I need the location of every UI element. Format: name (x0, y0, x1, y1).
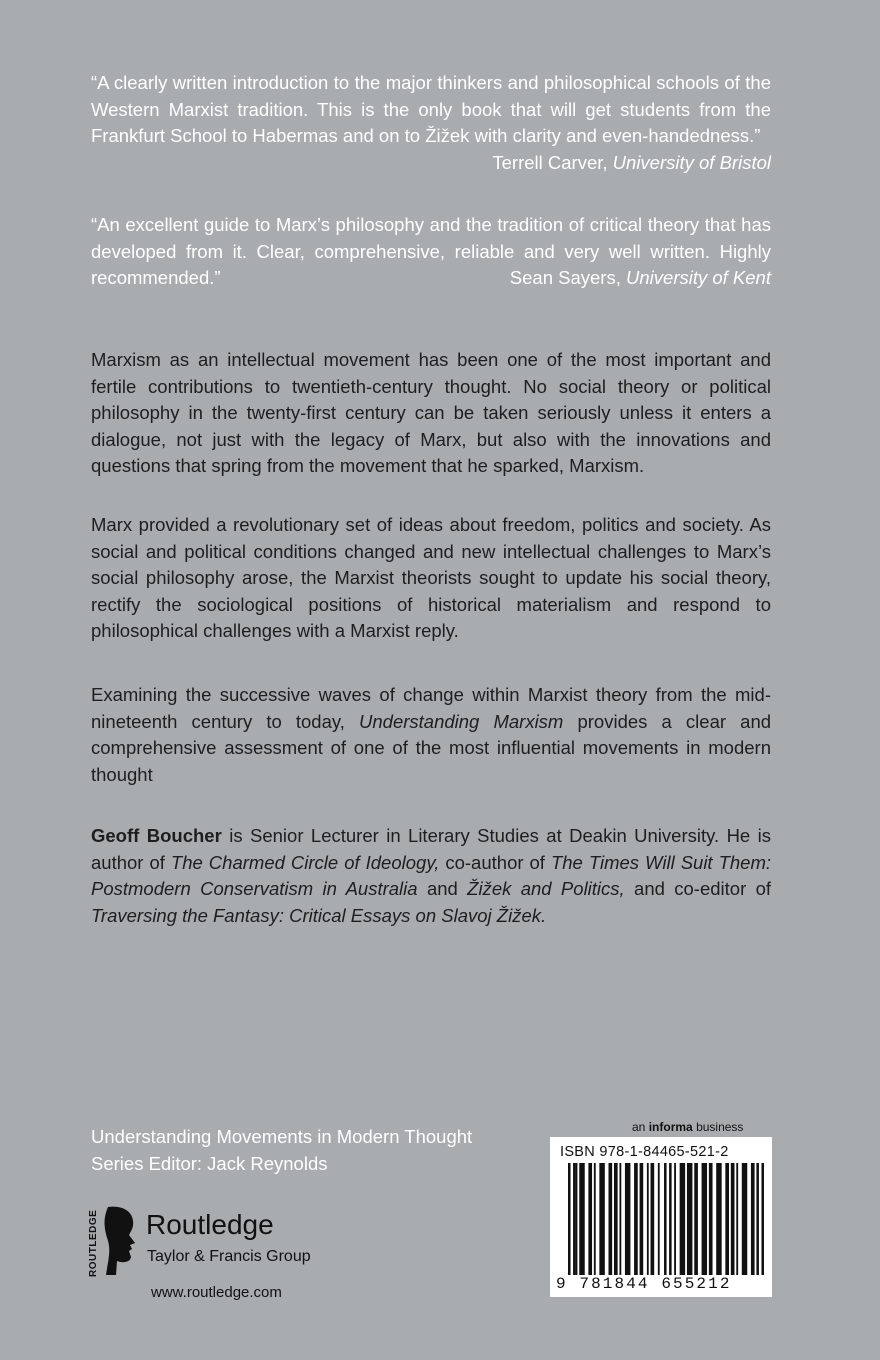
quote-text: “An excellent guide to Marx’s philosophy and the tradition of critical theory that has developed from it. Clear, comprehensive, reliable and very well written. Highly recommended.” (91, 214, 771, 288)
quote-attribution (492, 150, 771, 177)
barcode-bar (702, 1163, 707, 1275)
book-title: The Charmed Circle of Ideology, (170, 851, 440, 873)
barcode-bar (640, 1163, 644, 1275)
barcode-bar (576, 1163, 578, 1275)
quote-author: Sean Sayers, (509, 267, 621, 288)
quote-attribution (510, 265, 771, 292)
barcode-bar (669, 1163, 672, 1275)
book-title: Traversing the Fantasy: Critical Essays on Slavoj Žižek. (91, 904, 547, 926)
quote-affiliation: University of Bristol (612, 152, 771, 173)
book-title: The Times Will Suit Them: Postmodern Conservatism in Australia (91, 851, 772, 899)
paragraph-segment: provides a clear and comprehensive assessment of one of the most influential movements in modern thought (91, 710, 772, 785)
publisher-website: www.routledge.com (151, 1284, 282, 1301)
series-info (91, 1123, 472, 1177)
author-name: Geoff Boucher (91, 825, 222, 846)
publisher-name: Routledge (146, 1209, 274, 1240)
barcode-bar (599, 1163, 604, 1275)
barcode-bar (619, 1163, 621, 1275)
barcode-bar (579, 1163, 584, 1275)
barcode-bar (674, 1163, 676, 1275)
publisher-group: Taylor & Francis Group (147, 1248, 311, 1265)
paragraph-text: Marx provided a revolutionary set of ideas about freedom, politics and society. As social and political conditions changed and new intellectual challenges to Marx’s social philosophy arose, the Marxist theorists sought to update his social theory, rectify the sociological positions of historical materialism and respond to philosophical challenges with a Marxist reply. (91, 514, 771, 641)
barcode-bar (588, 1163, 592, 1275)
description-paragraph-2 (91, 512, 771, 645)
barcode-bar (761, 1163, 764, 1275)
barcode-bar (751, 1163, 755, 1275)
barcode-bar (568, 1163, 571, 1275)
barcode-bar (736, 1163, 738, 1275)
informa-prefix: an (632, 1120, 646, 1134)
barcode-bar (687, 1163, 692, 1275)
barcode-bar (709, 1163, 713, 1275)
barcode-bar (634, 1163, 638, 1275)
barcode-bar (625, 1163, 630, 1275)
description-paragraph-1 (91, 347, 771, 480)
barcode-bar (731, 1163, 735, 1275)
description-paragraph-3 (91, 682, 771, 788)
barcode-bar (594, 1163, 596, 1275)
barcode-bar (614, 1163, 618, 1275)
endorsement-quote-1 (91, 70, 771, 173)
barcode-bar (608, 1163, 612, 1275)
bio-segment: is Senior Lecturer in Literary Studies at Deakin University. He is author of (91, 825, 772, 873)
bio-segment: co-author of (445, 851, 545, 873)
profile-head-icon (102, 1205, 142, 1277)
book-title: Understanding Marxism (359, 710, 564, 732)
barcode-digits: 9 781844 655212 (556, 1275, 732, 1293)
barcode-bar (651, 1163, 655, 1275)
bio-segment: and co-editor of (634, 878, 772, 899)
barcode-bar (716, 1163, 721, 1275)
quote-author: Terrell Carver, (492, 152, 608, 173)
paragraph-text (91, 682, 771, 788)
endorsement-quote-2 (91, 212, 771, 292)
barcode-bar (647, 1163, 649, 1275)
informa-tagline (632, 1119, 743, 1135)
barcode-bar (664, 1163, 667, 1275)
barcode-bar (680, 1163, 685, 1275)
author-bio (91, 823, 771, 929)
barcode-bar (658, 1163, 660, 1275)
barcode-bars (568, 1163, 764, 1281)
bio-segment: and (426, 878, 458, 899)
isbn-barcode (550, 1137, 772, 1297)
barcode-bar (756, 1163, 759, 1275)
isbn-label: ISBN 978-1-84465-521-2 (560, 1144, 729, 1160)
barcode-bar (694, 1163, 698, 1275)
series-editor: Series Editor: Jack Reynolds (91, 1153, 328, 1174)
series-title: Understanding Movements in Modern Thought (91, 1126, 473, 1147)
paragraph-segment: Examining the successive waves of change within Marxist theory from the mid-nineteenth century to today, (91, 684, 771, 732)
quote-affiliation: University of Kent (626, 267, 771, 288)
author-bio-text (91, 823, 771, 929)
quote-text: “A clearly written introduction to the major thinkers and philosophical schools of the Western Marxist tradition. This is the only book that will get students from the Frankfurt School to Habermas and on to Žižek with clarity and even-handedness.” (91, 72, 771, 146)
barcode-bar (725, 1163, 729, 1275)
paragraph-text: Marxism as an intellectual movement has been one of the most important and fertile contributions to twentieth-century thought. No social theory or political philosophy in the twenty-first century can be taken seriously unless it enters a dialogue, not just with the legacy of Marx, but also with the innovations and questions that spring from the movement that he sparked, Marxism. (91, 349, 771, 476)
book-title: Žižek and Politics, (467, 878, 625, 899)
publisher-side-text: ROUTLEDGE (88, 1209, 99, 1277)
informa-brand: informa (648, 1120, 693, 1134)
informa-suffix: business (696, 1120, 744, 1134)
barcode-bar (742, 1163, 747, 1275)
barcode-bar (573, 1163, 576, 1275)
publisher-logo (88, 1205, 348, 1277)
